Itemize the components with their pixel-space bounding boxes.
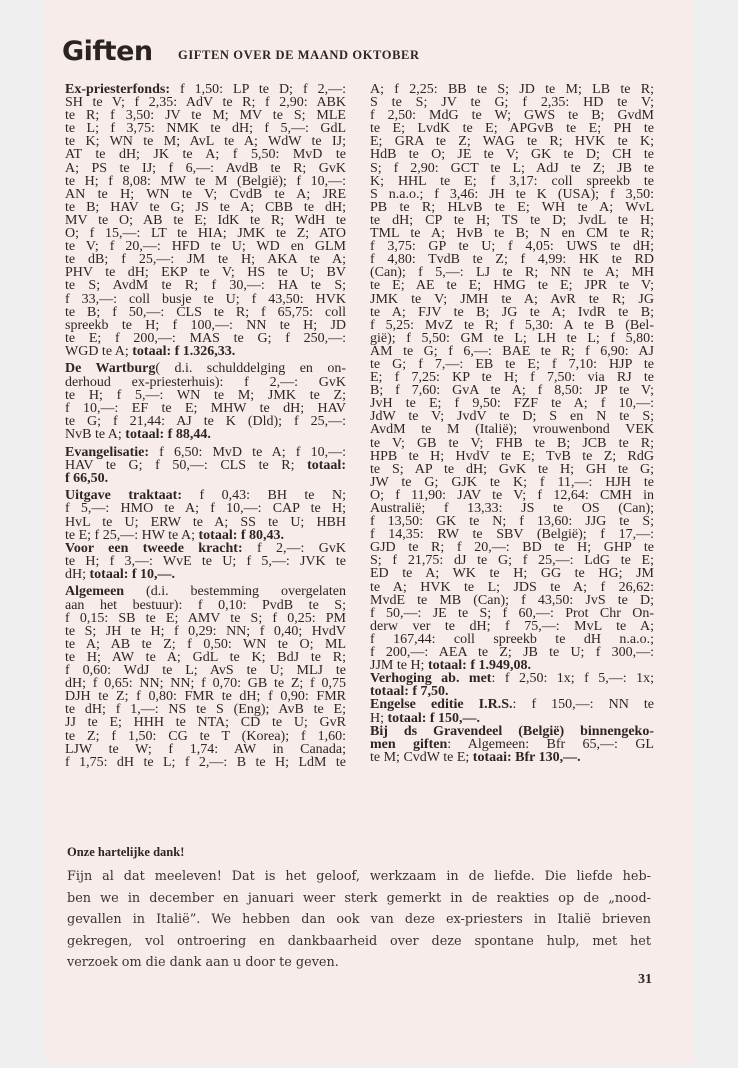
donation-paragraph [65, 542, 346, 581]
donation-paragraph [370, 698, 654, 724]
text-line: te H; f 5,—: WN te M; JMK te Z; [65, 387, 346, 403]
text-line: te dB; f 25,—: JM te H; AKA te A; [65, 252, 346, 268]
text-line: HvL te U; ERW te A; SS te U; HBH [65, 514, 346, 530]
text-segment: HAV te G; f 50,—: CLS te R; [65, 457, 308, 473]
bold-label: De Wartburg [65, 361, 156, 377]
text-line: f 1,75: dH te L; f 2,—: B te H; LdM te [65, 754, 346, 770]
text-line: te B; f 50,—: CLS te R; f 65,75: coll [65, 304, 346, 320]
text-line [65, 568, 346, 581]
text-segment: dH; [65, 566, 90, 582]
text-line: f 13,50: GK te N; f 13,60: JJG te S; [370, 514, 654, 530]
text-line: f 50,—: JE te S; f 60,—: Prot Chr On- [370, 605, 654, 621]
text-line: f 3,75: GP te U; f 4,05: UWS te dH; [370, 239, 654, 255]
text-line: O; f 15,—: LT te HIA; JMK te Z; ATO [65, 226, 346, 242]
bold-label: Uitgave traktaat: [65, 488, 183, 504]
text-line: S; f 2,90: GCT te L; AdJ te Z; JB te [370, 160, 654, 176]
text-line: derhoud ex-priesterhuis): f 2,—: GvK [65, 374, 346, 390]
bold-label: Algemeen [65, 584, 125, 600]
bold-label: Voor een tweede kracht: [65, 540, 243, 556]
text-line: te A; HVK te L; JDS te A; f 26,62: [370, 579, 654, 595]
bold-label: f 66,50. [65, 470, 109, 486]
text-line: te H; f 3,—: WvE te U; f 5,—: JVK te [65, 553, 346, 569]
text-line: f 33,—: coll busje te U; f 43,50: HVK [65, 291, 346, 307]
bold-label: Engelse editie I.R.S. [370, 697, 513, 713]
donation-paragraph [65, 585, 346, 768]
text-segment: WGD te A; [65, 343, 133, 359]
left-column [65, 83, 346, 773]
text-line: SH te V; f 2,35: AdV te R; f 2,90: ABK [65, 95, 346, 111]
text-line: derw ver te dH; f 75,—: MvL te A; [370, 618, 654, 634]
text-segment: ( d.i. schulddelging en on- [155, 361, 346, 377]
text-line: aan het bestuur): f 0,10: PvdB te S; [65, 597, 346, 613]
donation-paragraph [370, 672, 654, 698]
donation-paragraph [65, 362, 346, 441]
bold-label: totaal: f 1.949,08. [427, 658, 531, 674]
text-line: te V; GB te V; FHB te B; JCB te R; [370, 435, 654, 451]
text-line: Australië; f 13,33: JS te OS (Can); [370, 501, 654, 516]
text-line: te A; AB te Z; f 0,50: WN te O; ML [65, 636, 346, 652]
text-line: te dH; CP te H; TS te D; JvdL te H; [370, 212, 654, 228]
text-line: JJ te E; HHH te NTA; CD te U; GvR [65, 715, 346, 731]
text-line: JW te G; GJK te K; f 11,—: HJH te [370, 474, 654, 490]
text-line: dH; f 0,65: NN; NN; f 0,70: GB te Z; f 0,75 [65, 676, 346, 692]
text-line: te A; FJV te B; JG te A; IvdR te B; [370, 304, 654, 320]
text-line: O; f 11,90: JAV te V; f 12,64: CMH in [370, 487, 654, 503]
bold-label: Verhoging ab. met [370, 671, 492, 687]
thanks-line: gekregen, vol ontroering en dankbaarheid over deze spontane hulp, met het [67, 933, 651, 949]
text-line: JdW te V; JvdV te D; S en N te S; [370, 409, 654, 425]
text-line: K; HHL te E; f 3,17: coll spreekb te [370, 173, 654, 189]
text-line: te E; LvdK te E; APGvB te E; PH te [370, 121, 654, 137]
bold-label: Bij ds Gravendeel (België) binnengeko- [370, 723, 654, 739]
donation-paragraph [65, 446, 346, 485]
text-line: AM te G; f 6,—: BAE te R; f 6,90: AJ [370, 343, 654, 359]
donation-paragraph [65, 489, 346, 541]
bold-label: totaal: f 10,—. [89, 566, 176, 582]
bold-label: totaal: [307, 457, 346, 473]
text-line: te dH; f 1,—: NS te S (Eng); AvB te E; [65, 702, 346, 718]
text-segment: te M; CvdW te E; [370, 749, 473, 765]
text-line: te B; HAV te G; JS te A; CBB te dH; [65, 199, 346, 215]
text-line: (Can); f 5,—: LJ te R; NN te A; MH [370, 265, 654, 281]
text-line [65, 345, 346, 358]
text-line [65, 362, 346, 375]
donation-paragraph [65, 83, 346, 358]
text-segment: : f 150,—: NN te [512, 697, 655, 713]
text-line: AN te H; WN te V; CvdB te A; JRE [65, 186, 346, 202]
text-segment: : f 2,50: 1x; f 5,—: 1x; [491, 671, 654, 687]
text-segment: f 1,50: LP te D; f 2,—: [170, 82, 346, 97]
donation-paragraph [370, 83, 654, 672]
text-line: PB te R; HLvB te E; WH te A; WvL [370, 199, 654, 215]
text-line: te S; JH te H; f 0,29: NN; f 0,40; HvdV [65, 623, 346, 639]
text-segment: f 2,—: GvK [242, 540, 346, 556]
text-line: te G; f 21,44: AJ te K (Dld); f 25,—: [65, 413, 346, 429]
text-line: B; f 7,60: GvA te A; f 8,50: JP te V; [370, 383, 654, 399]
text-line: S n.a.o.; f 3,46: JH te K (USA); f 3,50: [370, 186, 654, 202]
thanks-line: ben we in december en januari weer sterk gemerkt in de reakties op de „nood- [67, 890, 651, 906]
text-line: te R; f 3,50: JV te M; MV te S; MLE [65, 108, 346, 124]
text-line: te S; AvdM te R; f 30,—: HA te S; [65, 278, 346, 294]
bold-label: Evangelisatie: [65, 444, 149, 460]
text-line: te E; f 200,—: MAS te G; f 250,—: [65, 330, 346, 346]
text-line: f 14,35: RW te SBV (België); f 17,—: [370, 527, 654, 543]
text-line: HdB te O; JE te V; GK te D; CH te [370, 147, 654, 163]
bold-label: men giften [370, 736, 448, 752]
text-line: gië); f 5,50: GM te L; LH te L; f 5,80: [370, 330, 654, 346]
text-line: GJD te R; f 20,—: BD te H; GHP te [370, 540, 654, 556]
text-segment: H; [370, 710, 388, 726]
thanks-line: gevallen in Italië”. We hebben dan ook van deze ex-priesters in Italië brieven [67, 912, 651, 927]
text-line: E; GRA te Z; WAG te R; HVK te K; [370, 134, 654, 150]
text-line: te V; f 20,—: HFD te U; WD en GLM [65, 239, 346, 255]
text-segment: : Algemeen: Bfr 65,—: GL [447, 736, 654, 752]
thanks-heading: Onze hartelijke dank! [67, 845, 185, 859]
text-line: f 0,60: WdJ te L; AvS te U; MLJ te [65, 663, 346, 679]
text-line: spreekb te H; f 100,—: NN te H; JD [65, 317, 346, 333]
bold-label: totaal: f 150,—. [387, 710, 481, 726]
text-line: te G; f 7,—: EB te E; f 7,10: HJP te [370, 356, 654, 372]
text-line: te H; f 8,08: MW te M (België); f 10,—: [65, 173, 346, 189]
text-line: AT te dH; JK te A; f 5,50: MvD te [65, 147, 346, 163]
page-number: 31 [638, 972, 652, 987]
page-subtitle: GIFTEN OVER DE MAAND OKTOBER [178, 48, 420, 62]
bold-label: totaal: f 7,50. [370, 684, 449, 700]
text-line: A; f 2,25: BB te S; JD te M; LB te R; [370, 82, 654, 97]
text-segment: NvB te A; [65, 426, 126, 442]
page-title: Giften [62, 36, 153, 67]
text-line: JMK te V; JMH te A; AvR te R; JG [370, 291, 654, 307]
thanks-line: Fijn al dat meeleven! Dat is het geloof, werkzaam in de liefde. Die liefde heb- [67, 869, 651, 884]
text-line: te E; AE te E; HMG te E; JPR te V; [370, 278, 654, 294]
document-page [45, 0, 693, 1063]
text-line: E; f 7,25: KP te H; f 7,50: via RJ te [370, 370, 654, 386]
text-line: f 5,—: HMO te A; f 10,—: CAP te H; [65, 501, 346, 517]
text-line: MvdE te MB (Can); f 43,50: JvS te D; [370, 592, 654, 608]
bold-label: totaal: f 88,44. [125, 426, 211, 442]
bold-label: totaal: f 1.326,33. [132, 343, 236, 359]
right-column [370, 83, 654, 764]
text-line: te Z; f 1,50: CG te T (Korea); f 1,60: [65, 728, 346, 744]
text-line: f 0,15: SB te E; AMV te S; f 0,25: PM [65, 610, 346, 626]
text-line: A; PS te IJ; f 6,—: AvdB te R; GvK [65, 160, 346, 176]
text-line: f 4,80: TvdB te Z; f 4,99: HK te RD [370, 252, 654, 268]
text-line [65, 585, 346, 598]
text-line [370, 751, 654, 764]
text-line: HPB te H; HvdV te E; TvB te Z; RdG [370, 448, 654, 464]
text-line: f 10,—: EF te E; MHW te dH; HAV [65, 400, 346, 416]
text-segment: (d.i. bestemming overgelaten [124, 584, 346, 600]
text-line: AvdM te M (Italië); vrouwenbond VEK [370, 422, 654, 438]
text-line: S te S; JV te G; f 2,35: HD te V; [370, 95, 654, 111]
text-line: DJH te Z; f 0,80: FMR te dH; f 0,90: FMR [65, 689, 346, 705]
text-line: te K; WN te M; AvL te A; WdW te IJ; [65, 134, 346, 150]
text-line [65, 428, 346, 441]
text-line: te S; AP te dH; GvK te H; GH te G; [370, 461, 654, 477]
text-line: f 200,—: AEA te Z; JB te U; f 300,—: [370, 645, 654, 661]
text-segment: JJM te H; [370, 658, 428, 674]
text-line: LJW te W; f 1,74: AW in Canada; [65, 741, 346, 757]
bold-label: Ex-priesterfonds: [65, 82, 170, 97]
donation-paragraph [370, 725, 654, 764]
text-segment: f 0,43: BH te N; [182, 488, 347, 504]
text-line: te L; f 3,75: NMK te dH; f 5,—: GdL [65, 121, 346, 137]
text-line: f 167,44: coll spreekb te dH n.a.o.; [370, 631, 654, 647]
text-line: f 5,25: MvZ te R; f 5,30: A te B (Bel- [370, 317, 654, 333]
text-line: f 2,50: MdG te W; GWS te B; GvdM [370, 108, 654, 124]
text-line: MV te O; AB te E; IdK te R; WdH te [65, 212, 346, 228]
text-line: JvH te E; f 9,50: FZF te A; f 10,—: [370, 396, 654, 412]
text-line: PHV te dH; EKP te V; HS te U; BV [65, 265, 346, 281]
text-line: S; f 21,75: dJ te G; f 25,—: LdG te E; [370, 553, 654, 569]
text-line [65, 542, 346, 555]
bold-label: totaai: Bfr 130,—. [472, 749, 581, 765]
bold-label: totaal: f 80,43. [198, 527, 285, 543]
text-segment: f 6,50: MvD te A; f 10,—: [149, 444, 346, 460]
thanks-line: verzoek om die dank aan u door te geven. [67, 955, 339, 970]
text-line: ED te A; WK te H; GG te HG; JM [370, 566, 654, 582]
text-line [65, 472, 346, 485]
text-line: TML te A; HvB te B; N en CM te R; [370, 226, 654, 242]
text-segment: te E; f 25,—: HW te A; [65, 527, 199, 543]
thanks-paragraph [67, 866, 651, 974]
text-line: te H; AW te A; GdL te K; BdJ te R; [65, 649, 346, 665]
